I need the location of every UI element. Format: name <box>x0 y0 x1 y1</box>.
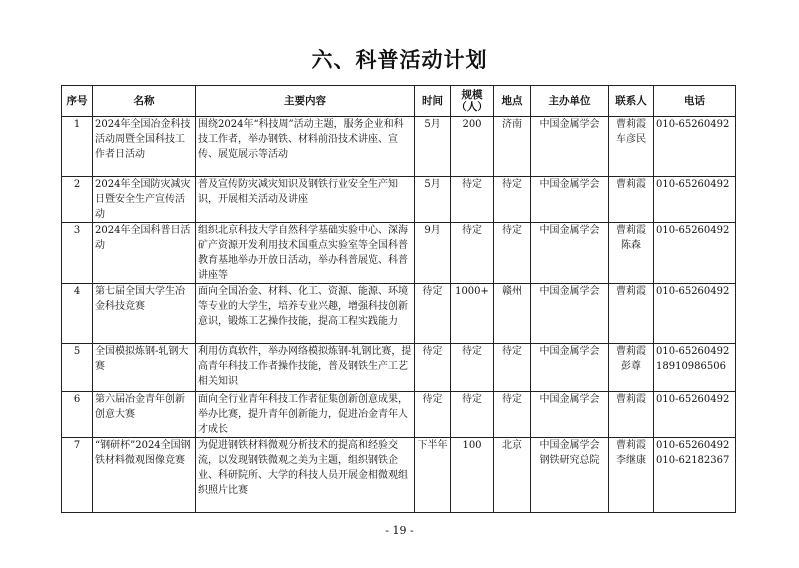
cell-contact <box>609 284 654 344</box>
cell-content: 围绕2024年“科技周”活动主题，服务企业和科技工作者，举办钢铁、材料前沿技术讲座、宣传、展览展示等活动 <box>196 117 415 177</box>
page-number: - 19 - <box>385 524 414 537</box>
cell-contact <box>609 438 654 513</box>
cell-time: 下半年 <box>415 438 451 513</box>
cell-org-line: 中国金属学会 <box>539 286 600 297</box>
table-row <box>62 284 736 344</box>
header-name: 名称 <box>93 86 196 117</box>
cell-name: 第七届全国大学生冶金科技竞赛 <box>93 284 196 344</box>
header-time: 时间 <box>415 86 451 117</box>
cell-time: 待定 <box>415 392 451 438</box>
cell-contact-line: 曹莉霞 <box>616 179 646 190</box>
cell-phone-line: 010-65260492 <box>656 394 730 405</box>
cell-phone-line: 010-65260492 <box>656 179 730 190</box>
cell-contact <box>609 344 654 392</box>
cell-no: 2 <box>62 177 93 223</box>
cell-contact <box>609 392 654 438</box>
cell-org-line: 中国金属学会 <box>539 346 600 357</box>
cell-contact-line: 曹莉霞 <box>616 440 646 451</box>
cell-place: 待定 <box>494 177 531 223</box>
cell-contact <box>609 177 654 223</box>
cell-org <box>531 344 609 392</box>
cell-org-line: 中国金属学会 <box>539 179 600 190</box>
cell-scale: 待定 <box>451 392 494 438</box>
cell-phone <box>654 177 736 223</box>
cell-phone <box>654 284 736 344</box>
cell-org <box>531 392 609 438</box>
cell-scale: 待定 <box>451 223 494 284</box>
cell-scale: 200 <box>451 117 494 177</box>
cell-place: 赣州 <box>494 284 531 344</box>
cell-time: 待定 <box>415 284 451 344</box>
cell-org-line: 中国金属学会 <box>539 394 600 405</box>
cell-org-line: 钢铁研究总院 <box>539 455 600 466</box>
cell-time: 9月 <box>415 223 451 284</box>
cell-content: 面向全行业青年科技工作者征集创新创意成果，举办比赛，提升青年创新能力，促进冶金青年人才成长 <box>196 392 415 438</box>
cell-phone-line: 010-62182367 <box>656 455 730 466</box>
cell-name: 全国模拟炼钢-轧钢大赛 <box>93 344 196 392</box>
cell-contact-line: 车彦民 <box>616 134 646 145</box>
cell-org-line: 中国金属学会 <box>539 225 600 236</box>
cell-org <box>531 117 609 177</box>
header-contact: 联系人 <box>609 86 654 117</box>
cell-scale: 100 <box>451 438 494 513</box>
table-row <box>62 177 736 223</box>
header-no: 序号 <box>62 86 93 117</box>
table-row <box>62 223 736 284</box>
cell-phone <box>654 392 736 438</box>
activity-plan-table <box>61 85 736 513</box>
cell-content: 利用仿真软件，举办网络模拟炼钢-轧钢比赛，提高青年科技工作者操作技能，普及钢铁生产工艺相关知识 <box>196 344 415 392</box>
header-content: 主要内容 <box>196 86 415 117</box>
cell-name: 2024年全国科普日活动 <box>93 223 196 284</box>
cell-phone <box>654 223 736 284</box>
cell-org <box>531 284 609 344</box>
cell-org-line: 中国金属学会 <box>539 119 600 130</box>
cell-phone <box>654 344 736 392</box>
cell-name: 2024年全国冶金科技活动周暨全国科技工作者日活动 <box>93 117 196 177</box>
cell-time: 5月 <box>415 177 451 223</box>
cell-contact <box>609 117 654 177</box>
cell-contact-line: 李继康 <box>616 455 646 466</box>
table-row <box>62 344 736 392</box>
cell-name: 2024年全国防灾减灾日暨安全生产宣传活动 <box>93 177 196 223</box>
cell-phone-line: 010-65260492 <box>656 119 730 130</box>
cell-time: 5月 <box>415 117 451 177</box>
cell-org <box>531 177 609 223</box>
cell-content: 面向全国冶金、材料、化工、资源、能源、环境等专业的大学生，培养专业兴趣，增强科技创新意识，锻炼工艺操作技能，提高工程实践能力 <box>196 284 415 344</box>
cell-no: 6 <box>62 392 93 438</box>
header-place: 地点 <box>494 86 531 117</box>
cell-time: 待定 <box>415 344 451 392</box>
table-row <box>62 438 736 513</box>
cell-contact-line: 彭尊 <box>621 361 641 372</box>
cell-place: 待定 <box>494 344 531 392</box>
cell-place: 待定 <box>494 392 531 438</box>
cell-content: 普及宣传防灾减灾知识及钢铁行业安全生产知识，开展相关活动及讲座 <box>196 177 415 223</box>
cell-place: 北京 <box>494 438 531 513</box>
cell-name: 第六届冶金青年创新创意大赛 <box>93 392 196 438</box>
cell-scale: 待定 <box>451 177 494 223</box>
header-scale: 规模（人） <box>451 86 494 117</box>
cell-contact-line: 曹莉霞 <box>616 346 646 357</box>
cell-no: 3 <box>62 223 93 284</box>
cell-phone-line: 010-65260492 <box>656 346 730 357</box>
cell-contact-line: 曹莉霞 <box>616 225 646 236</box>
page-title: 六、科普活动计划 <box>311 48 488 72</box>
cell-phone-line: 18910986506 <box>656 361 726 372</box>
header-phone: 电话 <box>654 86 736 117</box>
cell-contact-line: 曹莉霞 <box>616 394 646 405</box>
cell-phone-line: 010-65260492 <box>656 225 730 236</box>
table-row <box>62 392 736 438</box>
cell-no: 7 <box>62 438 93 513</box>
cell-org <box>531 223 609 284</box>
cell-no: 4 <box>62 284 93 344</box>
cell-contact <box>609 223 654 284</box>
cell-phone-line: 010-65260492 <box>656 286 730 297</box>
header-org: 主办单位 <box>531 86 609 117</box>
cell-place: 待定 <box>494 223 531 284</box>
cell-no: 5 <box>62 344 93 392</box>
cell-org <box>531 438 609 513</box>
cell-contact-line: 陈森 <box>621 240 641 251</box>
table-header-row <box>62 86 736 117</box>
cell-no: 1 <box>62 117 93 177</box>
cell-contact-line: 曹莉霞 <box>616 119 646 130</box>
cell-content: 为促进钢铁材料微观分析技术的提高和经验交流，以发现钢铁微观之美为主题，组织钢铁企业、科研院所、大学的科技人员开展金相微观组织照片比赛 <box>196 438 415 513</box>
cell-content: 组织北京科技大学自然科学基础实验中心、深海矿产资源开发利用技术国重点实验室等全国科普教育基地举办开放日活动，举办科普展览、科普讲座等 <box>196 223 415 284</box>
cell-name: “钢研杯”2024全国钢铁材料微观图像竞赛 <box>93 438 196 513</box>
cell-place: 济南 <box>494 117 531 177</box>
cell-phone <box>654 117 736 177</box>
cell-contact-line: 曹莉霞 <box>616 286 646 297</box>
cell-phone <box>654 438 736 513</box>
cell-phone-line: 010-65260492 <box>656 440 730 451</box>
cell-scale: 1000+ <box>451 284 494 344</box>
table-row <box>62 117 736 177</box>
cell-scale: 待定 <box>451 344 494 392</box>
cell-org-line: 中国金属学会 <box>539 440 600 451</box>
